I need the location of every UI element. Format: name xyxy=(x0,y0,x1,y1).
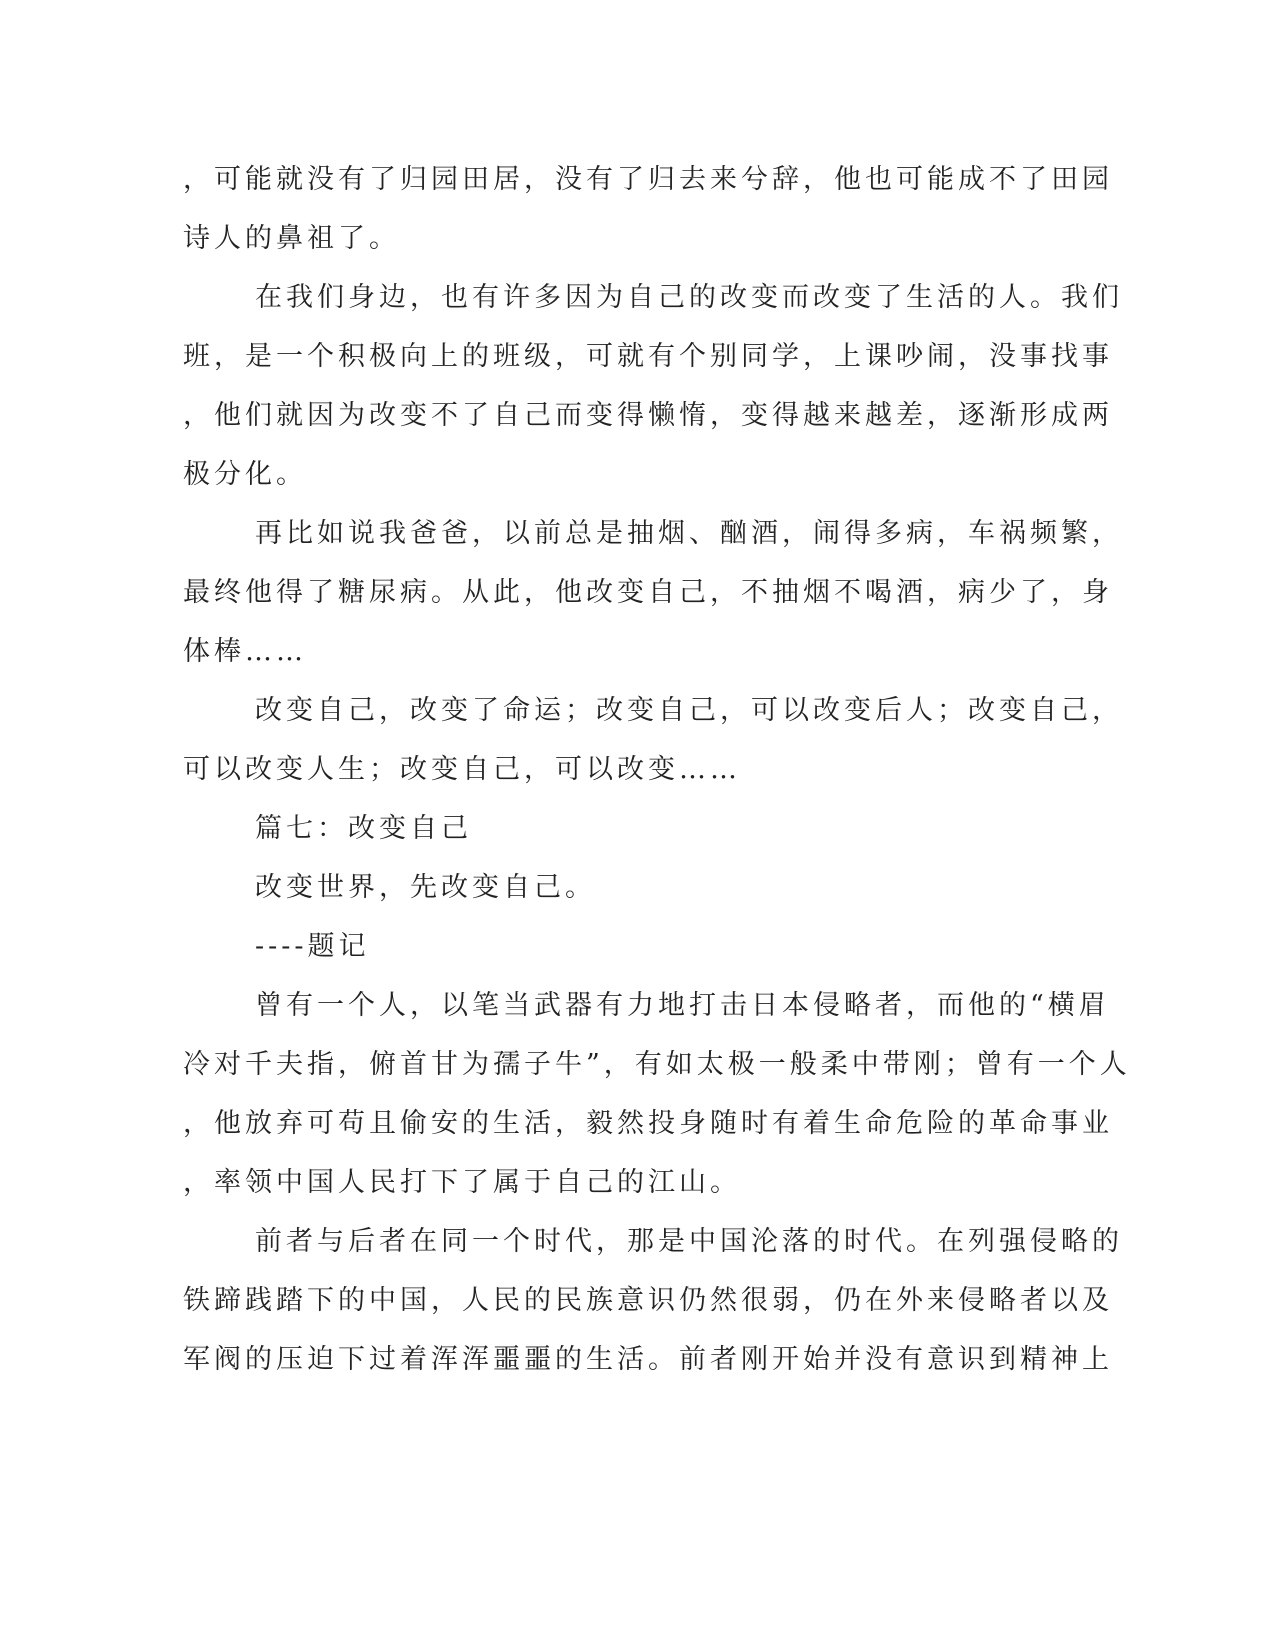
section-heading: 篇七：改变自己 xyxy=(255,813,472,844)
text-line: 可以改变人生；改变自己，可以改变…… xyxy=(183,754,741,785)
text-line: ，他放弃可苟且偷安的生活，毅然投身随时有着生命危险的革命事业 xyxy=(183,1108,1113,1139)
text-line: 最终他得了糖尿病。从此，他改变自己，不抽烟不喝酒，病少了，身 xyxy=(183,577,1113,608)
text-line: 体棒…… xyxy=(183,636,307,667)
paragraph-start-line: 前者与后者在同一个时代，那是中国沦落的时代。在列强侵略的 xyxy=(255,1226,1123,1257)
text-line: 诗人的鼻祖了。 xyxy=(183,223,400,254)
text-line: 班，是一个积极向上的班级，可就有个别同学，上课吵闹，没事找事 xyxy=(183,341,1113,372)
text-line: ，可能就没有了归园田居，没有了归去来兮辞，他也可能成不了田园 xyxy=(183,164,1113,195)
epigraph-attribution: ----题记 xyxy=(255,931,370,962)
text-line: 铁蹄践踏下的中国，人民的民族意识仍然很弱，仍在外来侵略者以及 xyxy=(183,1285,1113,1316)
text-line: 军阀的压迫下过着浑浑噩噩的生活。前者刚开始并没有意识到精神上 xyxy=(183,1344,1113,1375)
paragraph-start-line: 在我们身边，也有许多因为自己的改变而改变了生活的人。我们 xyxy=(255,282,1123,313)
text-line: ，率领中国人民打下了属于自己的江山。 xyxy=(183,1167,741,1198)
paragraph-start-line: 再比如说我爸爸，以前总是抽烟、酗酒，闹得多病，车祸频繁， xyxy=(255,518,1123,549)
text-line: 冷对千夫指，俯首甘为孺子牛”，有如太极一般柔中带刚；曾有一个人 xyxy=(183,1049,1131,1080)
text-line: 极分化。 xyxy=(183,459,307,490)
text-line: ，他们就因为改变不了自己而变得懒惰，变得越来越差，逐渐形成两 xyxy=(183,400,1113,431)
epigraph: 改变世界，先改变自己。 xyxy=(255,872,596,903)
paragraph-start-line: 曾有一个人，以笔当武器有力地打击日本侵略者，而他的“横眉 xyxy=(255,990,1110,1021)
paragraph-start-line: 改变自己，改变了命运；改变自己，可以改变后人；改变自己， xyxy=(255,695,1123,726)
